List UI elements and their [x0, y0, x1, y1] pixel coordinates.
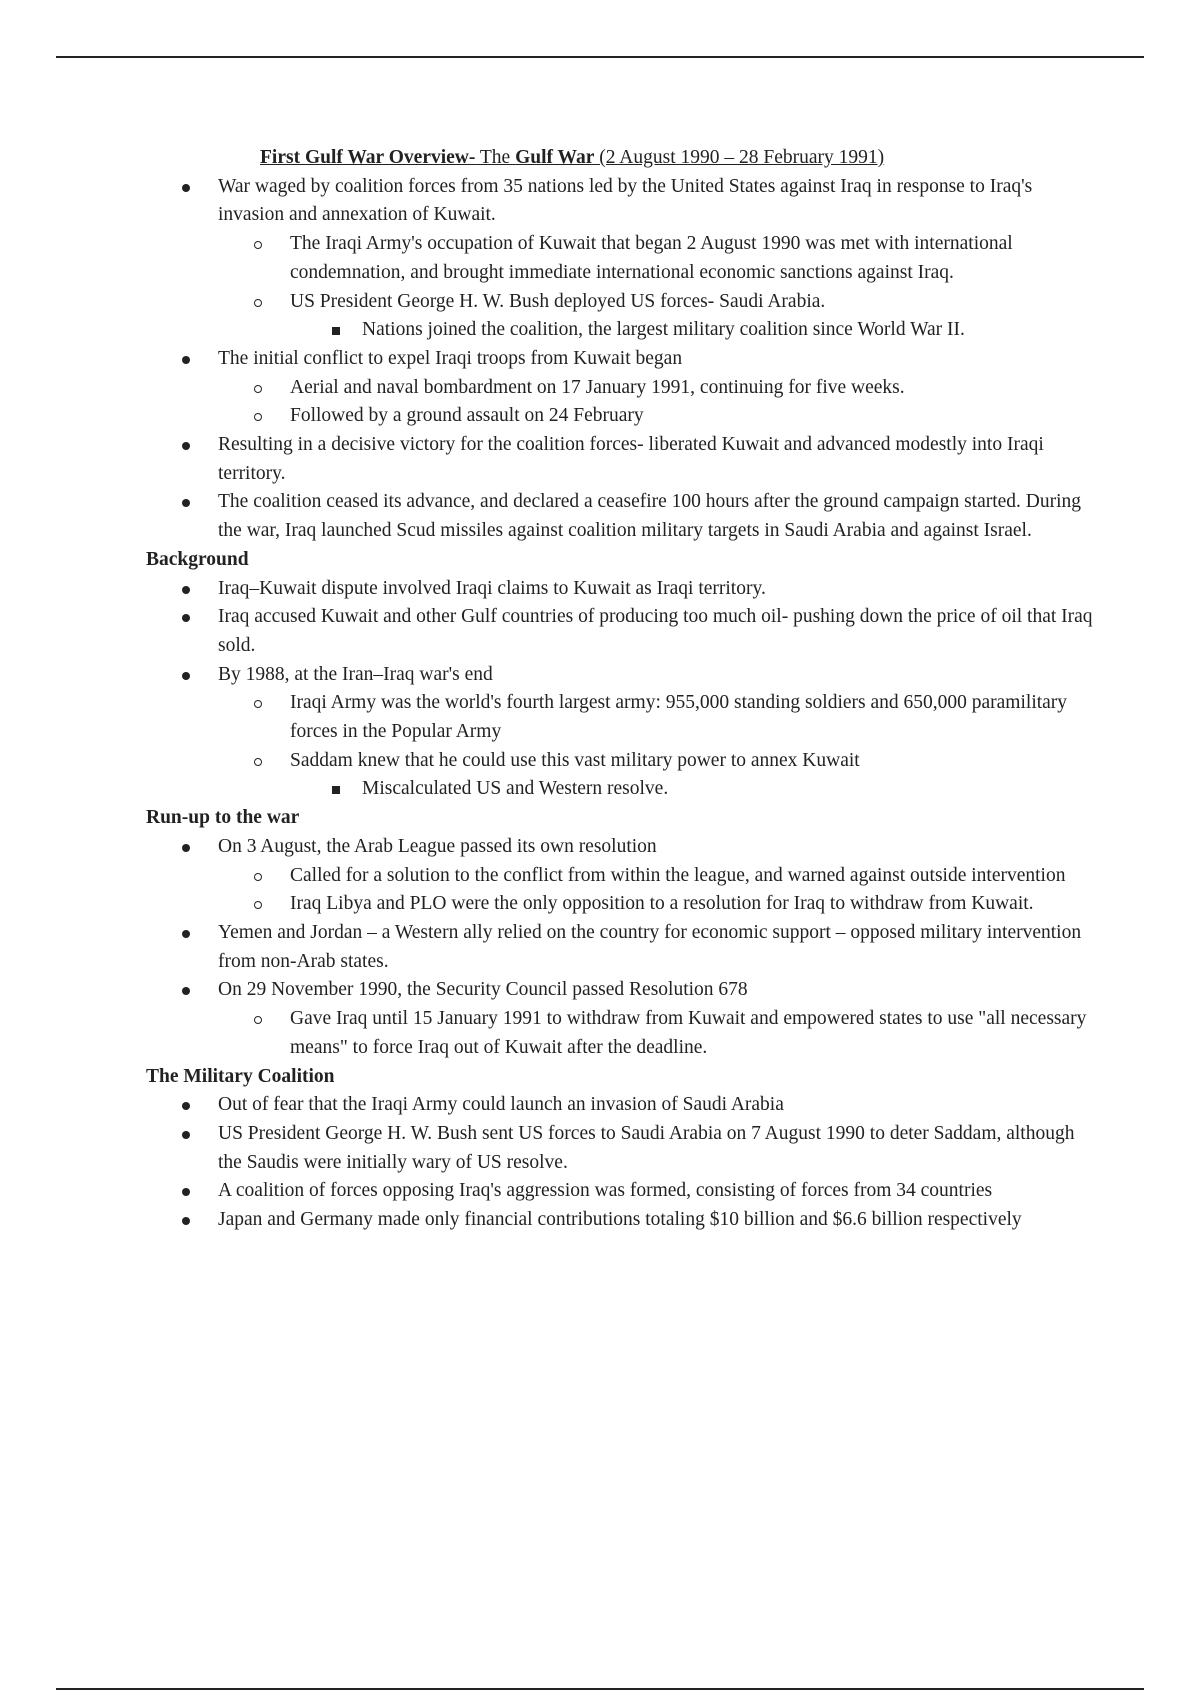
list-item: Called for a solution to the conflict from within the league, and warned against outside intervention [146, 862, 1096, 891]
list-item: Iraq–Kuwait dispute involved Iraqi claims to Kuwait as Iraqi territory. [146, 575, 1096, 604]
overview-list [146, 173, 1096, 546]
title-part-3: Gulf War [515, 147, 595, 168]
list-item: US President George H. W. Bush sent US forces to Saudi Arabia on 7 August 1990 to deter Saddam, although the Saudis were initially wary of US resolve. [146, 1120, 1096, 1177]
bullet-square-icon [332, 316, 340, 345]
list-item: Nations joined the coalition, the largest military coalition since World War II. [146, 316, 1096, 345]
bullet-circle-icon [254, 374, 262, 403]
list-item: Yemen and Jordan – a Western ally relied on the country for economic support – opposed military intervention from non-Arab states. [146, 919, 1096, 976]
list-item: On 3 August, the Arab League passed its own resolution [146, 833, 1096, 862]
bullet-circle-icon [254, 1005, 262, 1034]
bullet-circle-icon [254, 890, 262, 919]
bullet-circle-icon [254, 689, 262, 718]
title-part-1: First Gulf War Overview- [260, 147, 476, 168]
list-item: The coalition ceased its advance, and declared a ceasefire 100 hours after the ground campaign started. During the war, Iraq launched Scud missiles against coalition military targets in Saudi Arabia and against Israel. [146, 488, 1096, 545]
list-item: US President George H. W. Bush deployed US forces- Saudi Arabia. [146, 288, 1096, 317]
list-item: Aerial and naval bombardment on 17 January 1991, continuing for five weeks. [146, 374, 1096, 403]
background-list [146, 575, 1096, 805]
list-item: War waged by coalition forces from 35 nations led by the United States against Iraq in response to Iraq's invasion and annexation of Kuwait. [146, 173, 1096, 230]
bullet-dot-icon [182, 173, 190, 202]
title-part-4: (2 August 1990 – 28 February 1991) [594, 147, 885, 168]
list-item: Iraqi Army was the world's fourth largest army: 955,000 standing soldiers and 650,000 paramilitary forces in the Popular Army [146, 689, 1096, 746]
bottom-rule [56, 1688, 1144, 1690]
bullet-dot-icon [182, 603, 190, 632]
section-heading-runup: Run-up to the war [146, 807, 300, 829]
bullet-square-icon [332, 775, 340, 804]
list-item: By 1988, at the Iran–Iraq war's end [146, 661, 1096, 690]
list-item: Resulting in a decisive victory for the coalition forces- liberated Kuwait and advanced modestly into Iraqi territory. [146, 431, 1096, 488]
list-item: Miscalculated US and Western resolve. [146, 775, 1096, 804]
bullet-dot-icon [182, 1120, 190, 1149]
list-item: The initial conflict to expel Iraqi troops from Kuwait began [146, 345, 1096, 374]
bullet-circle-icon [254, 402, 262, 431]
list-item: Gave Iraq until 15 January 1991 to withdraw from Kuwait and empowered states to use "all necessary means" to force Iraq out of Kuwait after the deadline. [146, 1005, 1096, 1062]
bullet-dot-icon [182, 833, 190, 862]
list-item: The Iraqi Army's occupation of Kuwait that began 2 August 1990 was met with international condemnation, and brought immediate international economic sanctions against Iraq. [146, 230, 1096, 287]
bullet-circle-icon [254, 747, 262, 776]
bullet-dot-icon [182, 1177, 190, 1206]
bullet-dot-icon [182, 488, 190, 517]
bullet-dot-icon [182, 575, 190, 604]
list-item: Out of fear that the Iraqi Army could launch an invasion of Saudi Arabia [146, 1091, 1096, 1120]
list-item: Iraq Libya and PLO were the only opposition to a resolution for Iraq to withdraw from Kuwait. [146, 890, 1096, 919]
bullet-dot-icon [182, 976, 190, 1005]
bullet-dot-icon [182, 661, 190, 690]
list-item: On 29 November 1990, the Security Council passed Resolution 678 [146, 976, 1096, 1005]
bullet-dot-icon [182, 431, 190, 460]
document-title [260, 144, 1096, 173]
bullet-dot-icon [182, 345, 190, 374]
document-page [146, 144, 1096, 1235]
list-item: Iraq accused Kuwait and other Gulf countries of producing too much oil- pushing down the price of oil that Iraq sold. [146, 603, 1096, 660]
bullet-dot-icon [182, 1206, 190, 1235]
bullet-circle-icon [254, 288, 262, 317]
list-item: Japan and Germany made only financial contributions totaling $10 billion and $6.6 billion respectively [146, 1206, 1096, 1235]
runup-list [146, 833, 1096, 1063]
bullet-dot-icon [182, 919, 190, 948]
coalition-list [146, 1091, 1096, 1235]
top-rule [56, 56, 1144, 58]
list-item: Saddam knew that he could use this vast military power to annex Kuwait [146, 747, 1096, 776]
list-item: Followed by a ground assault on 24 February [146, 402, 1096, 431]
bullet-dot-icon [182, 1091, 190, 1120]
section-heading-coalition: The Military Coalition [146, 1065, 335, 1087]
bullet-circle-icon [254, 230, 262, 259]
list-item: A coalition of forces opposing Iraq's aggression was formed, consisting of forces from 34 countries [146, 1177, 1096, 1206]
section-heading-background: Background [146, 548, 249, 570]
bullet-circle-icon [254, 862, 262, 891]
title-part-2: The [475, 147, 516, 168]
